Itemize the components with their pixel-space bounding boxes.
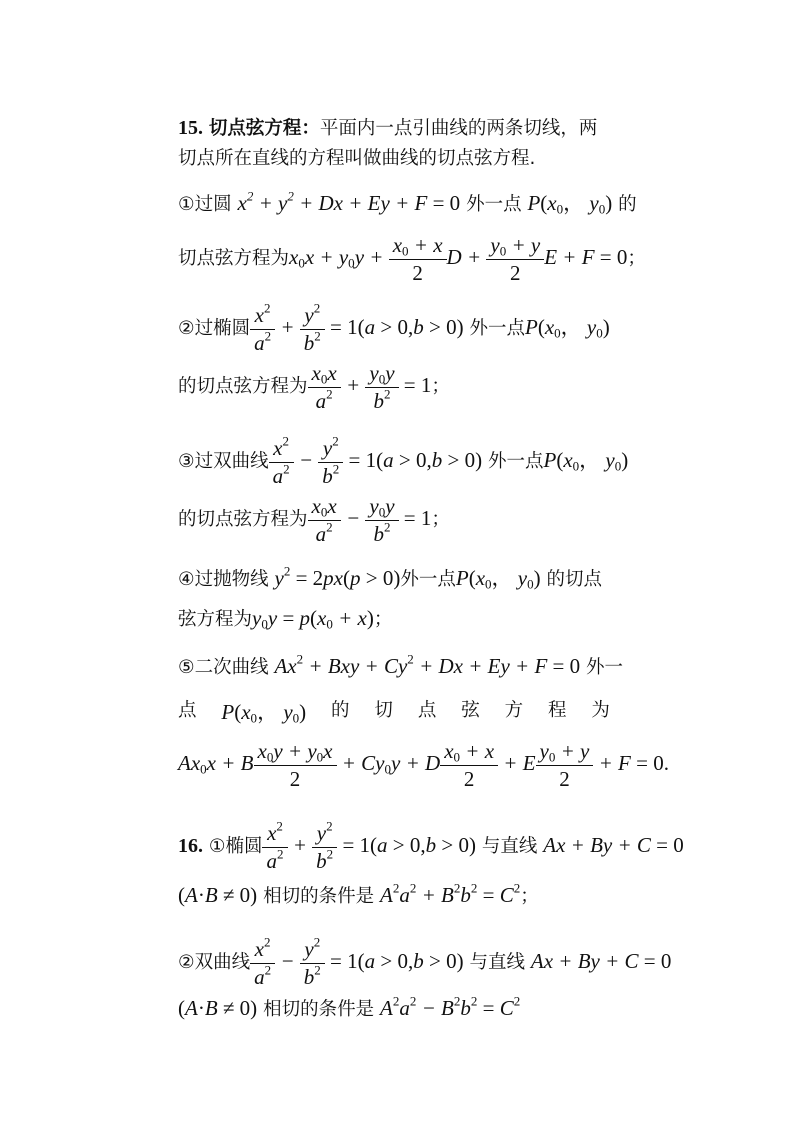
punctuation: ； [627, 247, 646, 269]
item-text: 点 [178, 700, 197, 721]
item-label: ①椭圆 [208, 835, 263, 857]
formula-ellipse: $\frac{x^2}{a^2}$ + $\frac{y^2}{b^2}$ = 1(a > 0,b > 0) [262, 833, 475, 857]
formula-condition: (A·B ≠ 0) [178, 996, 258, 1020]
item-text: 外一点 [469, 317, 525, 339]
item-circle-line-2 [178, 234, 646, 284]
item-text: 外一点 [466, 194, 522, 215]
formula-point: $P(x_0$， $y_0$) [221, 700, 307, 726]
formula-parabola-chord: $y_0y = p(x_0 + x)$ [252, 606, 374, 632]
item-label: ③过双曲线 [178, 450, 269, 472]
item-text: 外一点 [487, 450, 544, 472]
item-text: 的切点弦方程为 [178, 508, 308, 530]
item-text: 的 [331, 700, 350, 721]
formula-hyperbola: $\frac{x^2}{a^2}$ − $\frac{y^2}{b^2}$ = 1(a > 0,b > 0) [269, 448, 482, 472]
item-label: ④过抛物线 [178, 569, 269, 590]
formula-line: Ax + By + C = 0 [530, 948, 672, 973]
item-text: 程 [547, 700, 567, 721]
item-text: 的 [618, 194, 637, 215]
section-16-line-2 [178, 880, 539, 907]
item-label: ②双曲线 [178, 951, 251, 973]
item-text: 外一 [586, 657, 624, 678]
item-text: 与直线 [481, 835, 538, 857]
section-15-line-2 [178, 150, 535, 169]
section-title: 切点弦方程： [208, 118, 320, 139]
section-intro-cont: 切点所在直线的方程叫做曲线的切点弦方程. [178, 148, 536, 169]
punctuation: . [663, 750, 669, 775]
punctuation: ； [431, 375, 450, 397]
formula-point: $P(x_0$， $y_0$) [527, 191, 613, 217]
item-parabola-line-1 [178, 563, 603, 592]
item-conic-line-3 [178, 740, 669, 790]
item-text: 弦方程为 [178, 609, 253, 630]
item-conic-line-2 [178, 700, 610, 726]
formula-ellipse-chord: $\frac{x_0x}{a^2}$ + $\frac{y_0y}{b^2}$ = 1 [308, 373, 432, 397]
item-ellipse-line-2 [178, 362, 450, 412]
punctuation: ； [520, 886, 539, 907]
item-label: ②过椭圆 [178, 317, 251, 339]
item-ellipse-line-1 [178, 300, 610, 356]
formula-point: $P(x_0$， $y_0$) [524, 314, 610, 341]
section-intro: 平面内一点引曲线的两条切线，两 [319, 118, 598, 139]
item-hyperbola-line-2 [178, 495, 450, 545]
section-number: 15. [178, 117, 203, 139]
punctuation: ； [373, 609, 393, 630]
item-text: 切点弦方程为 [178, 247, 290, 269]
formula-hyperbola: $\frac{x^2}{a^2}$ − $\frac{y^2}{b^2}$ = 1(a > 0,b > 0) [250, 949, 463, 973]
item-text: 为 [591, 700, 610, 721]
section-number: 16. [178, 834, 203, 857]
item-circle-line-1 [178, 188, 637, 217]
formula-condition: (A·B ≠ 0) [178, 883, 258, 907]
punctuation: ； [431, 508, 450, 530]
item-text: 相切的条件是 [263, 999, 375, 1020]
item-text: 外一点 [400, 569, 456, 590]
item-text: 相切的条件是 [263, 886, 375, 907]
item-text: 方 [504, 700, 524, 721]
formula-conic-chord: $Ax_0x + B$ $\frac{x_0y + y_0x}{2}$ + $Cy_0y + D$ $\frac{x_0 + x}{2}$ + E $\frac{y_0 + y}{2}$ + F = 0 [178, 739, 664, 792]
section-16-line-1 [178, 818, 684, 874]
item-text: 切 [374, 700, 393, 721]
formula-point: $P(x_0$， $y_0$) [543, 447, 629, 474]
formula-line: Ax + By + C = 0 [543, 832, 684, 857]
item-label: ①过圆 [178, 194, 232, 215]
formula-circle-chord: $x_0x + y_0y$ + $\frac{x_0 + x}{2}$ D + $\frac{y_0 + y}{2}$ E + F = 0 [289, 233, 628, 286]
formula-conic: $Ax^2$ + Bxy + $Cy^2 + Dx + Ey + F = 0$ [274, 651, 581, 678]
formula-circle: $x^2 + y^2 + Dx + Ey + F = 0$ [237, 188, 461, 215]
item-conic-line-1 [178, 651, 624, 678]
formula-point: $P(x_0$， $y_0$) [455, 566, 541, 592]
section-16-line-4 [178, 993, 521, 1020]
item-parabola-line-2 [178, 608, 392, 630]
item-text: 与直线 [469, 951, 525, 973]
formula-parabola: $y^2 = 2px(p > 0)$ [274, 563, 401, 590]
item-text: 弦 [461, 700, 480, 721]
item-text: 的切点弦方程为 [178, 375, 308, 397]
formula-hyperbola-chord: $\frac{x_0x}{a^2}$ − $\frac{y_0y}{b^2}$ = 1 [308, 506, 432, 530]
item-text: 点 [417, 700, 437, 721]
formula-ellipse-tangent: $A^2a^2 + B^2b^2 = C^2$ [379, 880, 521, 907]
formula-ellipse: $\frac{x^2}{a^2}$ + $\frac{y^2}{b^2}$ = 1(a > 0,b > 0) [250, 315, 463, 339]
item-text: 的切点 [546, 569, 603, 590]
item-label: ⑤二次曲线 [178, 657, 269, 678]
item-hyperbola-line-1 [178, 433, 629, 489]
formula-hyperbola-tangent: $A^2a^2 - B^2b^2 = C^2$ [379, 993, 521, 1020]
section-15-line-1 [178, 118, 597, 139]
section-16-line-3 [178, 934, 672, 990]
